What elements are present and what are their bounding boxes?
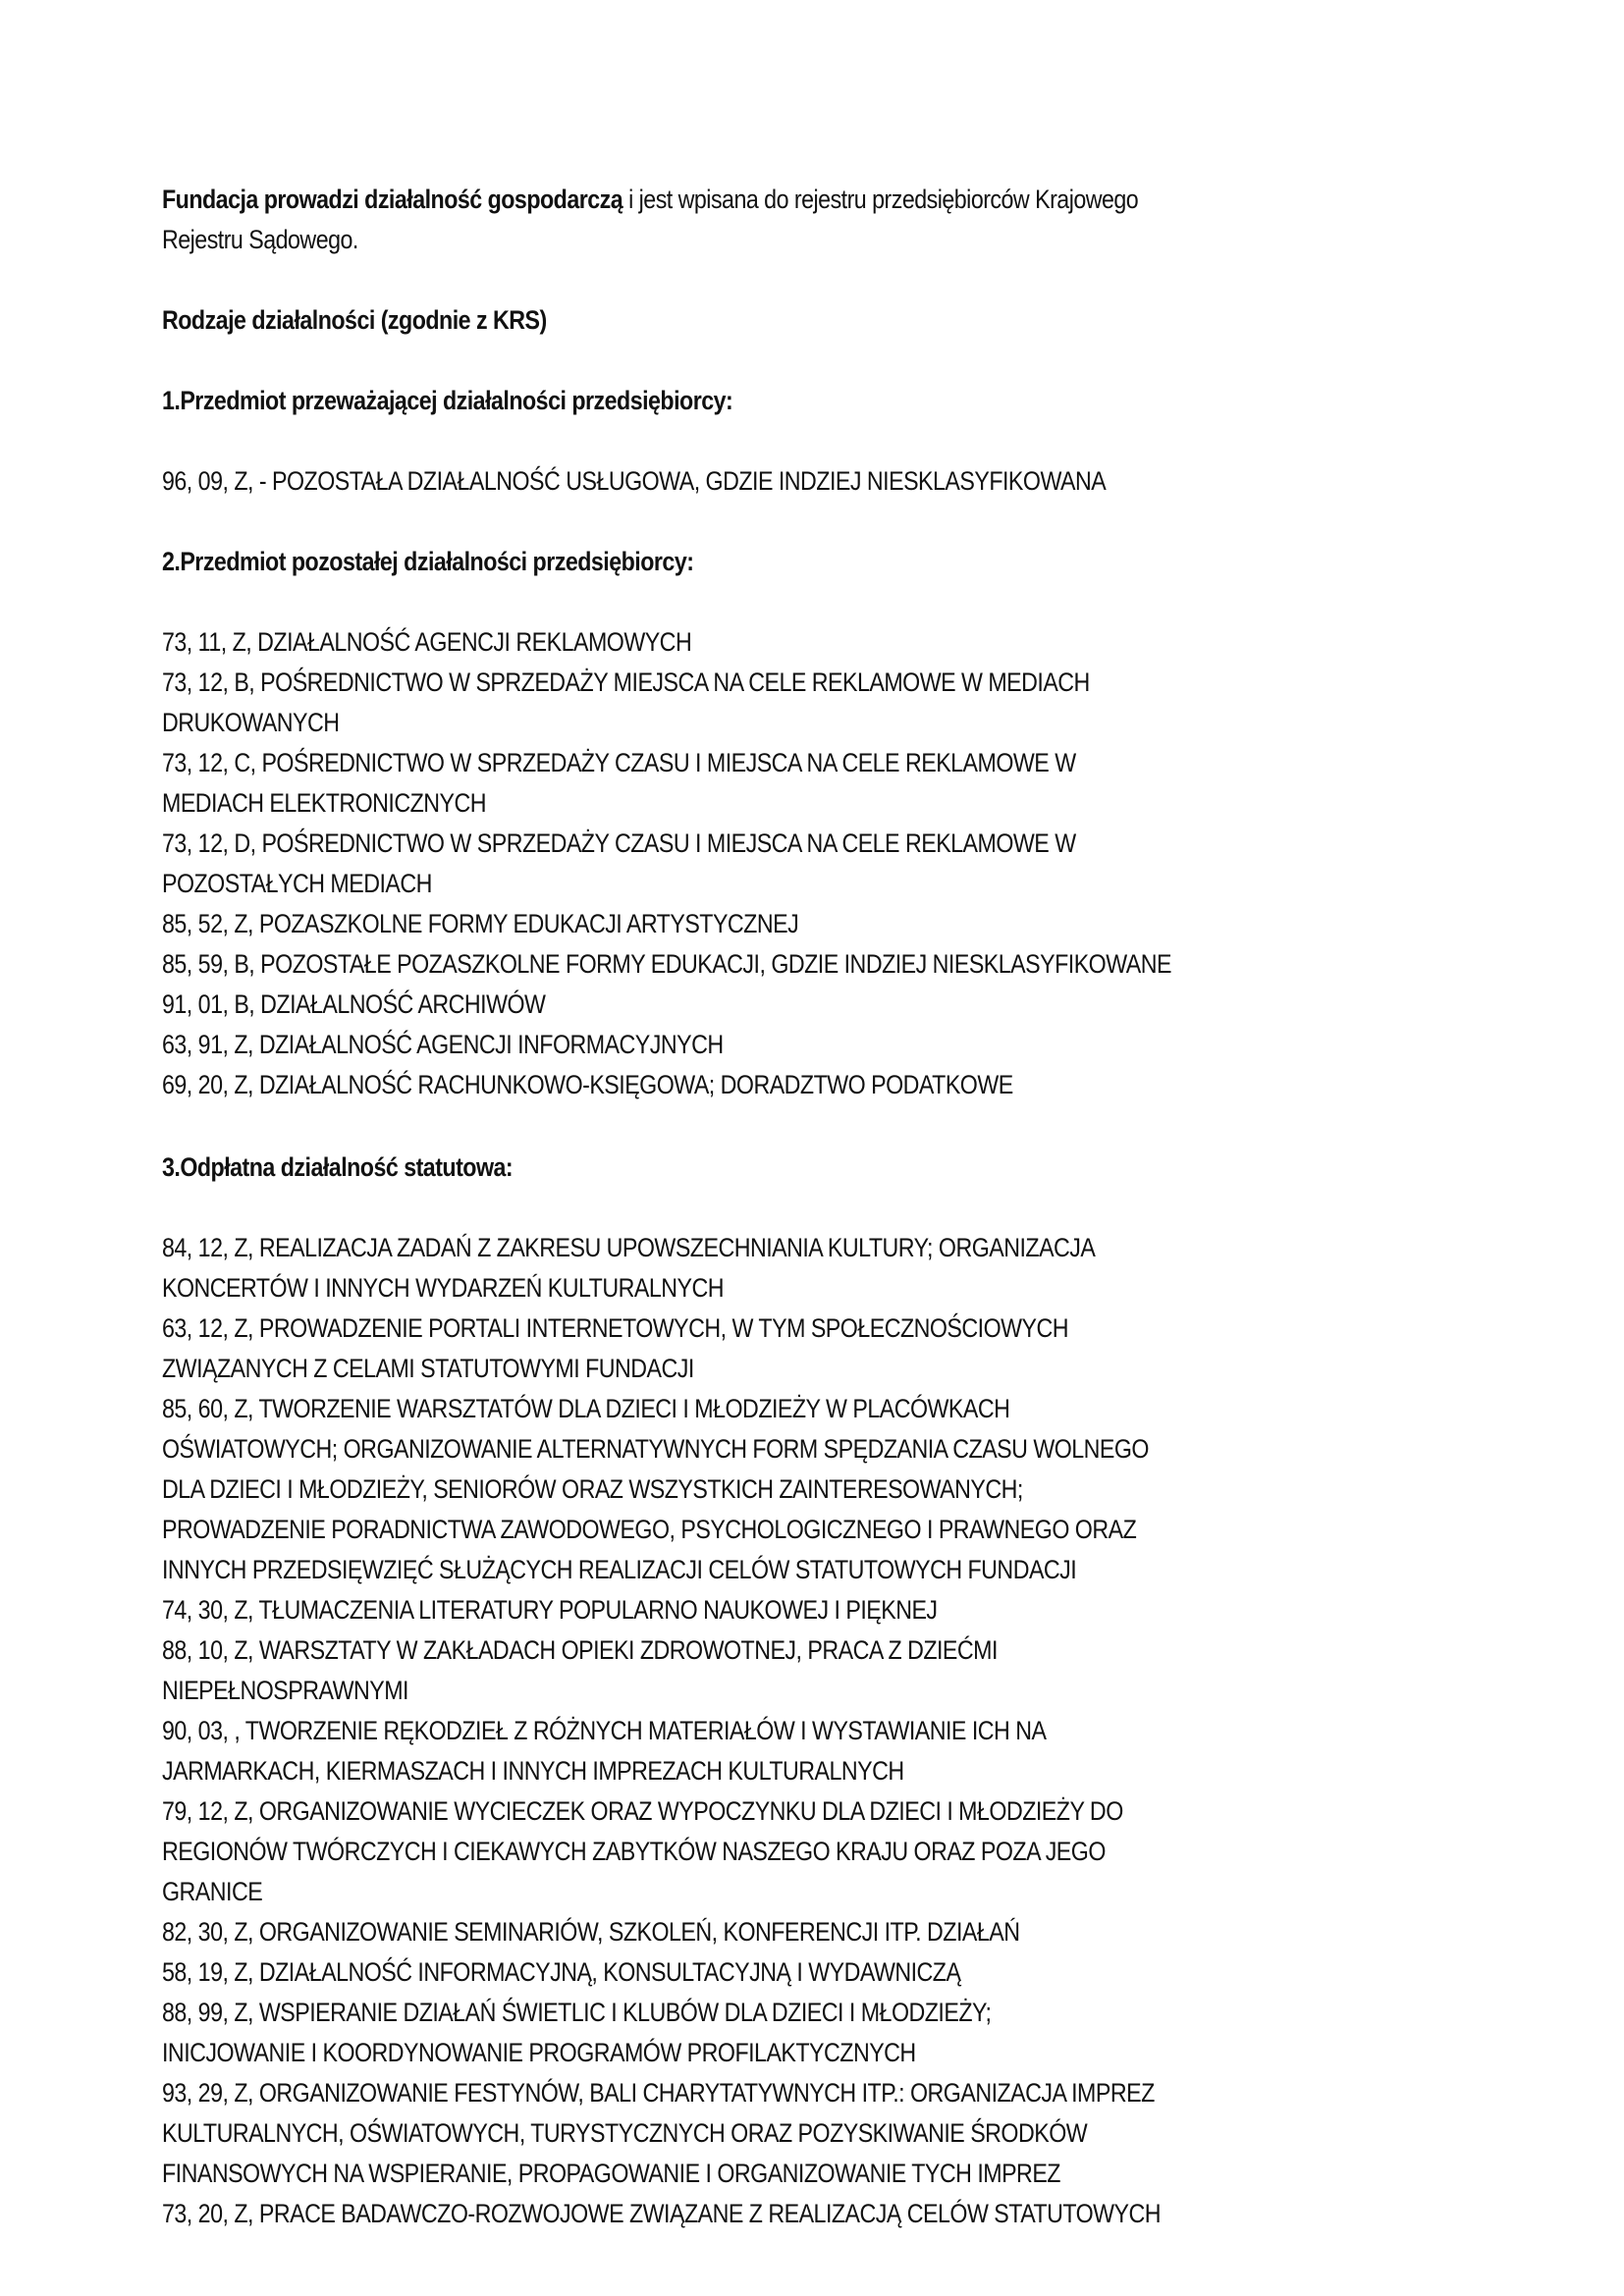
activity-line: FINANSOWYCH NA WSPIERANIE, PROPAGOWANIE I ORGANIZOWANIE TYCH IMPREZ (162, 2159, 1060, 2188)
activity-line: GRANICE (162, 1877, 263, 1906)
activity-line: 74, 30, Z, TŁUMACZENIA LITERATURY POPULARNO NAUKOWEJ I PIĘKNEJ (162, 1595, 938, 1625)
intro-paragraph-line-2: Rejestru Sądowego. (162, 225, 358, 254)
activity-line: 79, 12, Z, ORGANIZOWANIE WYCIECZEK ORAZ WYPOCZYNKU DLA DZIECI I MŁODZIEŻY DO (162, 1796, 1123, 1826)
activity-line: 84, 12, Z, REALIZACJA ZADAŃ Z ZAKRESU UPOWSZECHNIANIA KULTURY; ORGANIZACJA (162, 1233, 1096, 1262)
activity-line: 63, 91, Z, DZIAŁALNOŚĆ AGENCJI INFORMACYJNYCH (162, 1030, 724, 1059)
activity-line: 85, 60, Z, TWORZENIE WARSZTATÓW DLA DZIECI I MŁODZIEŻY W PLACÓWKACH (162, 1394, 1010, 1423)
activity-line: JARMARKACH, KIERMASZACH I INNYCH IMPREZACH KULTURALNYCH (162, 1756, 904, 1786)
activity-line: KULTURALNYCH, OŚWIATOWYCH, TURYSTYCZNYCH ORAZ POZYSKIWANIE ŚRODKÓW (162, 2118, 1088, 2148)
activity-line: 90, 03, , TWORZENIE RĘKODZIEŁ Z RÓŻNYCH MATERIAŁÓW I WYSTAWIANIE ICH NA (162, 1716, 1047, 1745)
activity-line: INNYCH PRZEDSIĘWZIĘĆ SŁUŻĄCYCH REALIZACJI CELÓW STATUTOWYCH FUNDACJI (162, 1555, 1077, 1584)
activity-line: INICJOWANIE I KOORDYNOWANIE PROGRAMÓW PROFILAKTYCZNYCH (162, 2038, 916, 2067)
activity-line: 85, 59, B, POZOSTAŁE POZASZKOLNE FORMY EDUKACJI, GDZIE INDZIEJ NIESKLASYFIKOWANE (162, 949, 1171, 979)
section-1-line: 96, 09, Z, - POZOSTAŁA DZIAŁALNOŚĆ USŁUGOWA, GDZIE INDZIEJ NIESKLASYFIKOWANA (162, 466, 1107, 496)
activity-line: 63, 12, Z, PROWADZENIE PORTALI INTERNETOWYCH, W TYM SPOŁECZNOŚCIOWYCH (162, 1313, 1068, 1343)
activity-line: KONCERTÓW I INNYCH WYDARZEŃ KULTURALNYCH (162, 1273, 724, 1303)
section-3-title: 3.Odpłatna działalność statutowa: (162, 1152, 514, 1182)
activity-line: REGIONÓW TWÓRCZYCH I CIEKAWYCH ZABYTKÓW NASZEGO KRAJU ORAZ POZA JEGO (162, 1837, 1106, 1866)
section-heading: Rodzaje działalności (zgodnie z KRS) (162, 305, 547, 335)
activity-line: 73, 12, B, POŚREDNICTWO W SPRZEDAŻY MIEJSCA NA CELE REKLAMOWE W MEDIACH (162, 667, 1090, 697)
activity-line: 82, 30, Z, ORGANIZOWANIE SEMINARIÓW, SZKOLEŃ, KONFERENCJI ITP. DZIAŁAŃ (162, 1917, 1020, 1947)
activity-line: DRUKOWANYCH (162, 708, 340, 737)
activity-line: PROWADZENIE PORADNICTWA ZAWODOWEGO, PSYCHOLOGICZNEGO I PRAWNEGO ORAZ (162, 1515, 1137, 1544)
activity-line: OŚWIATOWYCH; ORGANIZOWANIE ALTERNATYWNYCH FORM SPĘDZANIA CZASU WOLNEGO (162, 1434, 1149, 1464)
activity-line: DLA DZIECI I MŁODZIEŻY, SENIORÓW ORAZ WSZYSTKICH ZAINTERESOWANYCH; (162, 1474, 1023, 1504)
activity-line: 88, 99, Z, WSPIERANIE DZIAŁAŃ ŚWIETLIC I KLUBÓW DLA DZIECI I MŁODZIEŻY; (162, 1998, 992, 2027)
section-1-title: 1.Przedmiot przeważającej działalności przedsiębiorcy: (162, 386, 733, 415)
section-2-title: 2.Przedmiot pozostałej działalności przedsiębiorcy: (162, 547, 694, 576)
activity-line: 73, 12, C, POŚREDNICTWO W SPRZEDAŻY CZASU I MIEJSCA NA CELE REKLAMOWE W (162, 748, 1076, 777)
activity-line: 73, 12, D, POŚREDNICTWO W SPRZEDAŻY CZASU I MIEJSCA NA CELE REKLAMOWE W (162, 828, 1076, 858)
activity-line: 91, 01, B, DZIAŁALNOŚĆ ARCHIWÓW (162, 989, 546, 1019)
activity-line: ZWIĄZANYCH Z CELAMI STATUTOWYMI FUNDACJI (162, 1354, 694, 1383)
activity-line: 93, 29, Z, ORGANIZOWANIE FESTYNÓW, BALI CHARYTATYWNYCH ITP.: ORGANIZACJA IMPREZ (162, 2078, 1155, 2108)
activity-line: MEDIACH ELEKTRONICZNYCH (162, 788, 487, 818)
activity-line: 73, 11, Z, DZIAŁALNOŚĆ AGENCJI REKLAMOWYCH (162, 627, 692, 657)
activity-line: 69, 20, Z, DZIAŁALNOŚĆ RACHUNKOWO-KSIĘGOWA; DORADZTWO PODATKOWE (162, 1070, 1013, 1099)
activity-line: 88, 10, Z, WARSZTATY W ZAKŁADACH OPIEKI ZDROWOTNEJ, PRACA Z DZIEĆMI (162, 1635, 998, 1665)
intro-paragraph-line-1 (162, 180, 1138, 219)
intro-bold-text: Fundacja prowadzi działalność gospodarczą (162, 185, 623, 214)
activity-line: POZOSTAŁYCH MEDIACH (162, 869, 432, 898)
activity-line: 58, 19, Z, DZIAŁALNOŚĆ INFORMACYJNĄ, KONSULTACYJNĄ I WYDAWNICZĄ (162, 1957, 961, 1987)
activity-line: NIEPEŁNOSPRAWNYMI (162, 1676, 408, 1705)
intro-text: i jest wpisana do rejestru przedsiębiorców Krajowego (623, 185, 1139, 214)
activity-line: 85, 52, Z, POZASZKOLNE FORMY EDUKACJI ARTYSTYCZNEJ (162, 909, 799, 938)
activity-line: 73, 20, Z, PRACE BADAWCZO-ROZWOJOWE ZWIĄZANE Z REALIZACJĄ CELÓW STATUTOWYCH (162, 2199, 1162, 2228)
